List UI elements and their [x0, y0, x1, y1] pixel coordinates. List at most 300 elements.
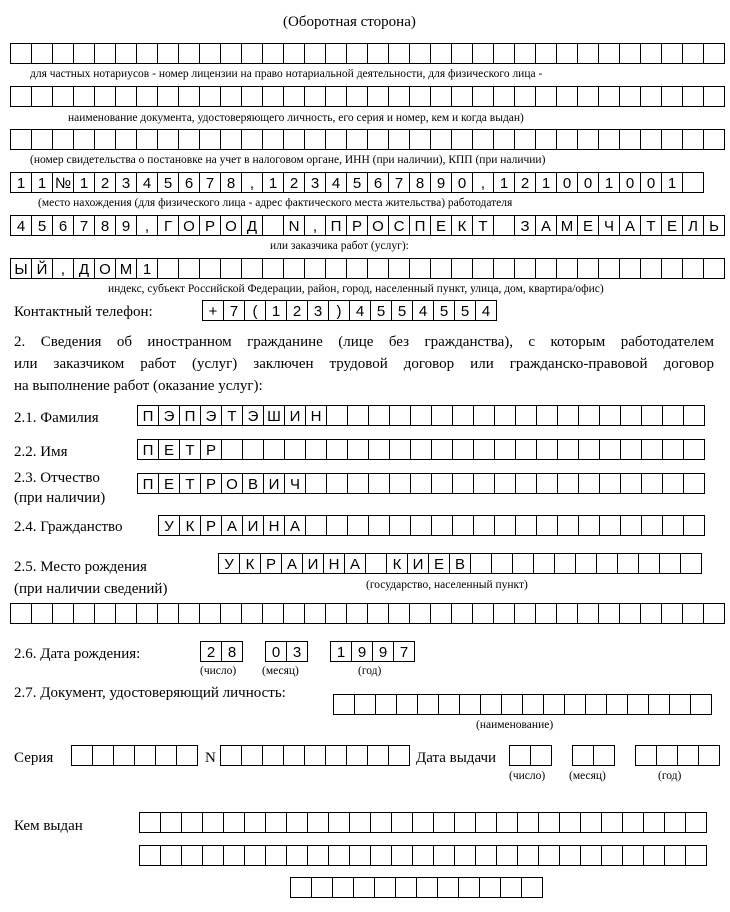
char-cell[interactable]	[53, 603, 74, 624]
char-cell[interactable]	[137, 43, 158, 64]
char-cell[interactable]: 7	[200, 172, 221, 193]
char-cell[interactable]	[557, 258, 578, 279]
char-cell[interactable]	[348, 439, 369, 460]
char-cell[interactable]	[368, 86, 389, 107]
char-cell[interactable]: 1	[137, 258, 158, 279]
char-cell[interactable]	[284, 129, 305, 150]
char-cell[interactable]	[452, 43, 473, 64]
char-cell[interactable]	[663, 439, 684, 460]
char-cell[interactable]	[683, 603, 704, 624]
char-cell[interactable]: 5	[347, 172, 368, 193]
char-cell[interactable]	[473, 86, 494, 107]
char-cell[interactable]: Е	[578, 215, 599, 236]
char-cell[interactable]	[599, 129, 620, 150]
char-cell[interactable]	[434, 845, 455, 866]
char-cell[interactable]	[600, 405, 621, 426]
char-cell[interactable]	[641, 258, 662, 279]
char-cell[interactable]	[32, 43, 53, 64]
char-cell[interactable]	[116, 603, 137, 624]
char-cell[interactable]	[203, 812, 224, 833]
char-cell[interactable]	[368, 129, 389, 150]
char-cell[interactable]: ,	[53, 258, 74, 279]
char-cell[interactable]	[623, 812, 644, 833]
char-cell[interactable]	[518, 845, 539, 866]
char-cell[interactable]: 3	[305, 172, 326, 193]
char-cell[interactable]	[140, 845, 161, 866]
char-cell[interactable]	[242, 258, 263, 279]
char-cell[interactable]	[200, 43, 221, 64]
char-cell[interactable]: Ч	[285, 473, 306, 494]
char-cell[interactable]	[600, 439, 621, 460]
char-cell[interactable]: Л	[683, 215, 704, 236]
char-cell[interactable]: С	[389, 215, 410, 236]
char-cell[interactable]	[662, 86, 683, 107]
char-cell[interactable]	[618, 553, 639, 574]
char-cell[interactable]	[439, 694, 460, 715]
char-cell[interactable]	[410, 129, 431, 150]
birthplace-cells-2[interactable]	[10, 603, 725, 624]
char-cell[interactable]	[497, 845, 518, 866]
char-cell[interactable]: Д	[242, 215, 263, 236]
char-cell[interactable]	[368, 258, 389, 279]
char-cell[interactable]: 7	[389, 172, 410, 193]
char-cell[interactable]	[366, 553, 387, 574]
char-cell[interactable]	[327, 405, 348, 426]
char-cell[interactable]	[537, 515, 558, 536]
char-cell[interactable]	[140, 812, 161, 833]
char-cell[interactable]	[72, 745, 93, 766]
char-cell[interactable]	[116, 86, 137, 107]
char-cell[interactable]: Т	[180, 439, 201, 460]
char-cell[interactable]	[476, 845, 497, 866]
char-cell[interactable]	[74, 603, 95, 624]
char-cell[interactable]	[158, 129, 179, 150]
char-cell[interactable]	[607, 694, 628, 715]
char-cell[interactable]	[662, 43, 683, 64]
char-cell[interactable]: 4	[326, 172, 347, 193]
char-cell[interactable]: 2	[95, 172, 116, 193]
char-cell[interactable]	[474, 473, 495, 494]
char-cell[interactable]	[453, 439, 474, 460]
char-cell[interactable]	[620, 129, 641, 150]
char-cell[interactable]	[453, 515, 474, 536]
char-cell[interactable]	[284, 258, 305, 279]
char-cell[interactable]: Э	[201, 405, 222, 426]
char-cell[interactable]	[347, 86, 368, 107]
char-cell[interactable]: Е	[431, 215, 452, 236]
char-cell[interactable]	[434, 812, 455, 833]
char-cell[interactable]	[158, 43, 179, 64]
char-cell[interactable]	[494, 129, 515, 150]
char-cell[interactable]	[431, 129, 452, 150]
char-cell[interactable]	[158, 258, 179, 279]
char-cell[interactable]	[389, 603, 410, 624]
char-cell[interactable]	[348, 515, 369, 536]
char-cell[interactable]	[683, 258, 704, 279]
char-cell[interactable]	[432, 439, 453, 460]
char-cell[interactable]	[452, 603, 473, 624]
char-cell[interactable]	[327, 473, 348, 494]
char-cell[interactable]	[326, 86, 347, 107]
char-cell[interactable]	[438, 877, 459, 898]
char-cell[interactable]	[621, 473, 642, 494]
char-cell[interactable]	[642, 473, 663, 494]
char-cell[interactable]	[326, 129, 347, 150]
char-cell[interactable]	[389, 258, 410, 279]
char-cell[interactable]	[642, 515, 663, 536]
char-cell[interactable]: 2	[284, 172, 305, 193]
id-document-cells[interactable]	[10, 86, 725, 107]
char-cell[interactable]	[497, 812, 518, 833]
char-cell[interactable]	[665, 845, 686, 866]
char-cell[interactable]	[662, 603, 683, 624]
char-cell[interactable]: Т	[180, 473, 201, 494]
char-cell[interactable]: М	[557, 215, 578, 236]
char-cell[interactable]: А	[222, 515, 243, 536]
char-cell[interactable]: И	[264, 473, 285, 494]
char-cell[interactable]: Р	[201, 473, 222, 494]
char-cell[interactable]	[431, 258, 452, 279]
char-cell[interactable]: 4	[413, 300, 434, 321]
char-cell[interactable]	[473, 43, 494, 64]
char-cell[interactable]	[263, 43, 284, 64]
char-cell[interactable]	[284, 86, 305, 107]
char-cell[interactable]	[579, 515, 600, 536]
char-cell[interactable]	[305, 745, 326, 766]
char-cell[interactable]	[537, 473, 558, 494]
char-cell[interactable]: Р	[201, 439, 222, 460]
char-cell[interactable]	[558, 439, 579, 460]
char-cell[interactable]	[334, 694, 355, 715]
char-cell[interactable]	[156, 745, 177, 766]
char-cell[interactable]: 2	[515, 172, 536, 193]
char-cell[interactable]: П	[138, 405, 159, 426]
char-cell[interactable]	[516, 473, 537, 494]
char-cell[interactable]	[53, 86, 74, 107]
char-cell[interactable]: К	[387, 553, 408, 574]
char-cell[interactable]	[560, 845, 581, 866]
char-cell[interactable]	[494, 603, 515, 624]
char-cell[interactable]: Е	[429, 553, 450, 574]
char-cell[interactable]: О	[368, 215, 389, 236]
char-cell[interactable]	[287, 845, 308, 866]
birth-year-cells[interactable]	[330, 641, 415, 662]
char-cell[interactable]: А	[282, 553, 303, 574]
char-cell[interactable]	[621, 439, 642, 460]
char-cell[interactable]	[573, 745, 594, 766]
char-cell[interactable]: Н	[306, 405, 327, 426]
char-cell[interactable]	[221, 258, 242, 279]
char-cell[interactable]	[557, 603, 578, 624]
char-cell[interactable]	[221, 129, 242, 150]
char-cell[interactable]	[515, 258, 536, 279]
char-cell[interactable]	[557, 86, 578, 107]
address-cells-1[interactable]	[10, 215, 725, 236]
char-cell[interactable]	[284, 43, 305, 64]
char-cell[interactable]: 7	[394, 641, 415, 662]
char-cell[interactable]: Р	[261, 553, 282, 574]
char-cell[interactable]	[579, 405, 600, 426]
char-cell[interactable]	[704, 258, 725, 279]
char-cell[interactable]: 0	[452, 172, 473, 193]
char-cell[interactable]	[452, 86, 473, 107]
char-cell[interactable]	[326, 745, 347, 766]
char-cell[interactable]: У	[219, 553, 240, 574]
char-cell[interactable]	[263, 745, 284, 766]
char-cell[interactable]: З	[515, 215, 536, 236]
char-cell[interactable]: 2	[287, 300, 308, 321]
char-cell[interactable]	[179, 86, 200, 107]
char-cell[interactable]	[306, 473, 327, 494]
char-cell[interactable]: 6	[368, 172, 389, 193]
char-cell[interactable]	[305, 43, 326, 64]
char-cell[interactable]: N	[284, 215, 305, 236]
char-cell[interactable]	[536, 258, 557, 279]
char-cell[interactable]	[410, 43, 431, 64]
char-cell[interactable]	[481, 694, 502, 715]
surname-cells[interactable]	[137, 405, 705, 426]
char-cell[interactable]: 9	[373, 641, 394, 662]
char-cell[interactable]	[644, 812, 665, 833]
char-cell[interactable]	[516, 405, 537, 426]
birthplace-cells[interactable]	[218, 553, 702, 574]
char-cell[interactable]	[116, 43, 137, 64]
char-cell[interactable]	[32, 129, 53, 150]
char-cell[interactable]	[245, 812, 266, 833]
char-cell[interactable]	[203, 845, 224, 866]
char-cell[interactable]	[348, 405, 369, 426]
char-cell[interactable]: (	[245, 300, 266, 321]
char-cell[interactable]: 6	[179, 172, 200, 193]
char-cell[interactable]	[329, 845, 350, 866]
char-cell[interactable]	[11, 603, 32, 624]
char-cell[interactable]: ,	[473, 172, 494, 193]
char-cell[interactable]	[560, 812, 581, 833]
char-cell[interactable]: К	[180, 515, 201, 536]
char-cell[interactable]	[355, 694, 376, 715]
char-cell[interactable]: Д	[74, 258, 95, 279]
char-cell[interactable]	[602, 812, 623, 833]
char-cell[interactable]: ,	[305, 215, 326, 236]
char-cell[interactable]	[600, 515, 621, 536]
tax-registration-cells[interactable]	[10, 129, 725, 150]
char-cell[interactable]	[471, 553, 492, 574]
char-cell[interactable]: Ш	[264, 405, 285, 426]
char-cell[interactable]	[495, 473, 516, 494]
tax-number-cells[interactable]	[10, 172, 704, 193]
char-cell[interactable]	[177, 745, 198, 766]
char-cell[interactable]	[11, 43, 32, 64]
char-cell[interactable]: 4	[350, 300, 371, 321]
char-cell[interactable]	[350, 812, 371, 833]
char-cell[interactable]	[684, 515, 705, 536]
char-cell[interactable]: 1	[331, 641, 352, 662]
char-cell[interactable]	[641, 129, 662, 150]
char-cell[interactable]	[586, 694, 607, 715]
char-cell[interactable]	[200, 258, 221, 279]
char-cell[interactable]: О	[179, 215, 200, 236]
char-cell[interactable]: 1	[536, 172, 557, 193]
char-cell[interactable]: Р	[200, 215, 221, 236]
char-cell[interactable]	[578, 258, 599, 279]
char-cell[interactable]	[704, 43, 725, 64]
char-cell[interactable]	[312, 877, 333, 898]
char-cell[interactable]: 1	[32, 172, 53, 193]
char-cell[interactable]	[684, 473, 705, 494]
char-cell[interactable]	[678, 745, 699, 766]
char-cell[interactable]: 8	[221, 172, 242, 193]
char-cell[interactable]	[389, 745, 410, 766]
char-cell[interactable]	[263, 215, 284, 236]
char-cell[interactable]: Г	[158, 215, 179, 236]
char-cell[interactable]	[642, 405, 663, 426]
char-cell[interactable]	[392, 812, 413, 833]
char-cell[interactable]: А	[536, 215, 557, 236]
char-cell[interactable]	[515, 43, 536, 64]
char-cell[interactable]	[670, 694, 691, 715]
char-cell[interactable]: Э	[243, 405, 264, 426]
char-cell[interactable]	[327, 439, 348, 460]
char-cell[interactable]	[644, 845, 665, 866]
char-cell[interactable]	[474, 405, 495, 426]
char-cell[interactable]	[557, 129, 578, 150]
char-cell[interactable]: П	[180, 405, 201, 426]
char-cell[interactable]	[389, 43, 410, 64]
char-cell[interactable]	[221, 43, 242, 64]
char-cell[interactable]	[623, 845, 644, 866]
char-cell[interactable]: Ы	[11, 258, 32, 279]
char-cell[interactable]	[224, 845, 245, 866]
char-cell[interactable]	[523, 694, 544, 715]
char-cell[interactable]	[200, 129, 221, 150]
char-cell[interactable]	[594, 745, 615, 766]
char-cell[interactable]	[242, 43, 263, 64]
char-cell[interactable]: ,	[137, 215, 158, 236]
char-cell[interactable]: 9	[116, 215, 137, 236]
patronymic-cells[interactable]	[137, 473, 705, 494]
char-cell[interactable]	[683, 129, 704, 150]
char-cell[interactable]: 1	[266, 300, 287, 321]
name-cells[interactable]	[137, 439, 705, 460]
char-cell[interactable]	[578, 603, 599, 624]
char-cell[interactable]	[620, 603, 641, 624]
char-cell[interactable]	[621, 515, 642, 536]
char-cell[interactable]	[347, 745, 368, 766]
char-cell[interactable]	[494, 43, 515, 64]
char-cell[interactable]	[432, 515, 453, 536]
char-cell[interactable]	[32, 603, 53, 624]
char-cell[interactable]: И	[285, 405, 306, 426]
char-cell[interactable]	[558, 405, 579, 426]
char-cell[interactable]	[95, 86, 116, 107]
char-cell[interactable]	[263, 603, 284, 624]
char-cell[interactable]	[389, 86, 410, 107]
char-cell[interactable]	[368, 43, 389, 64]
birth-day-cells[interactable]	[200, 641, 243, 662]
char-cell[interactable]	[531, 745, 552, 766]
char-cell[interactable]	[600, 473, 621, 494]
char-cell[interactable]	[639, 553, 660, 574]
char-cell[interactable]	[476, 812, 497, 833]
char-cell[interactable]: Р	[347, 215, 368, 236]
char-cell[interactable]	[495, 515, 516, 536]
char-cell[interactable]	[474, 439, 495, 460]
char-cell[interactable]: 0	[641, 172, 662, 193]
char-cell[interactable]	[411, 439, 432, 460]
char-cell[interactable]	[179, 129, 200, 150]
char-cell[interactable]	[242, 129, 263, 150]
char-cell[interactable]	[597, 553, 618, 574]
char-cell[interactable]	[368, 745, 389, 766]
char-cell[interactable]	[305, 129, 326, 150]
char-cell[interactable]	[555, 553, 576, 574]
char-cell[interactable]	[53, 43, 74, 64]
char-cell[interactable]	[392, 845, 413, 866]
char-cell[interactable]	[432, 405, 453, 426]
issue-year-cells[interactable]	[635, 745, 720, 766]
char-cell[interactable]	[473, 129, 494, 150]
char-cell[interactable]	[137, 86, 158, 107]
char-cell[interactable]	[510, 745, 531, 766]
license-cells[interactable]	[10, 43, 725, 64]
char-cell[interactable]	[662, 258, 683, 279]
char-cell[interactable]	[396, 877, 417, 898]
char-cell[interactable]	[263, 129, 284, 150]
char-cell[interactable]	[620, 43, 641, 64]
char-cell[interactable]	[369, 439, 390, 460]
issued-by-cells-1[interactable]	[139, 812, 707, 833]
char-cell[interactable]	[494, 258, 515, 279]
char-cell[interactable]	[137, 129, 158, 150]
char-cell[interactable]: Р	[201, 515, 222, 536]
char-cell[interactable]	[636, 745, 657, 766]
char-cell[interactable]	[221, 603, 242, 624]
char-cell[interactable]: 4	[137, 172, 158, 193]
char-cell[interactable]	[74, 86, 95, 107]
char-cell[interactable]: 9	[431, 172, 452, 193]
char-cell[interactable]	[494, 215, 515, 236]
char-cell[interactable]	[263, 258, 284, 279]
char-cell[interactable]	[179, 43, 200, 64]
char-cell[interactable]	[245, 845, 266, 866]
char-cell[interactable]: К	[240, 553, 261, 574]
char-cell[interactable]	[411, 405, 432, 426]
char-cell[interactable]: К	[452, 215, 473, 236]
char-cell[interactable]	[704, 603, 725, 624]
phone-cells[interactable]	[202, 300, 497, 321]
char-cell[interactable]	[93, 745, 114, 766]
char-cell[interactable]	[599, 258, 620, 279]
char-cell[interactable]	[599, 86, 620, 107]
char-cell[interactable]: П	[326, 215, 347, 236]
char-cell[interactable]	[516, 439, 537, 460]
char-cell[interactable]	[263, 86, 284, 107]
char-cell[interactable]: И	[243, 515, 264, 536]
char-cell[interactable]	[452, 129, 473, 150]
char-cell[interactable]	[641, 603, 662, 624]
char-cell[interactable]: 0	[266, 641, 287, 662]
char-cell[interactable]	[536, 86, 557, 107]
char-cell[interactable]: 2	[201, 641, 222, 662]
char-cell[interactable]: Э	[159, 405, 180, 426]
char-cell[interactable]	[663, 405, 684, 426]
char-cell[interactable]	[576, 553, 597, 574]
char-cell[interactable]: У	[159, 515, 180, 536]
issue-month-cells[interactable]	[572, 745, 615, 766]
char-cell[interactable]: 8	[222, 641, 243, 662]
char-cell[interactable]	[539, 812, 560, 833]
char-cell[interactable]	[578, 129, 599, 150]
